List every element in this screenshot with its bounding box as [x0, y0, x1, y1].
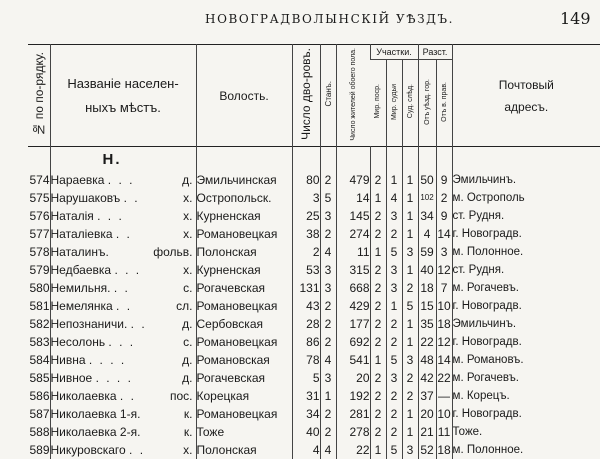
uezd-distance: 4: [418, 225, 436, 243]
uezd-distance: 22: [418, 333, 436, 351]
page-running-title: НОВОГРАДВОЛЫНСКІЙ УѢЗДЪ.: [205, 12, 454, 26]
row-number: 574: [28, 171, 50, 189]
settlement-type: х.: [183, 207, 195, 225]
leader-dots: . .: [129, 443, 145, 457]
register-sheet: [28, 44, 600, 424]
population-count: 22: [336, 441, 370, 459]
mir-posr-district: 2: [370, 369, 386, 387]
postal-address: м. Острополь: [452, 189, 600, 207]
mir-posr-district: 2: [370, 333, 386, 351]
stan-number: 5: [320, 189, 336, 207]
sud-sled-district: 2: [402, 279, 418, 297]
population-count: 20: [336, 369, 370, 387]
col-households-header: Число дво-ровъ.: [292, 45, 320, 147]
mir-posr-district: 2: [370, 405, 386, 423]
settlement-name: [50, 423, 196, 441]
sud-sled-district: 1: [402, 333, 418, 351]
volost-name: Романовецкая: [196, 225, 292, 243]
households-count: 31: [292, 387, 320, 405]
settlement-type: х.: [183, 225, 195, 243]
population-count: 278: [336, 423, 370, 441]
stan-number: 3: [320, 207, 336, 225]
stan-number: 1: [320, 387, 336, 405]
settlement-type: к.: [184, 405, 196, 423]
row-number: 575: [28, 189, 50, 207]
households-count: 25: [292, 207, 320, 225]
stan-number: 2: [320, 405, 336, 423]
table-row: [28, 351, 600, 369]
col-mir-sud-header: Мир. судьи: [386, 60, 402, 147]
leader-dots: . .: [116, 299, 132, 313]
volost-name: Романовецкая: [196, 297, 292, 315]
population-count: 541: [336, 351, 370, 369]
settlement-name-text: Николаевка: [51, 389, 117, 403]
mir-posr-district: 2: [370, 207, 386, 225]
table-row: [28, 207, 600, 225]
mir-sud-district: 5: [386, 441, 402, 459]
stan-number: 4: [320, 441, 336, 459]
sud-sled-district: 2: [402, 387, 418, 405]
row-number: 577: [28, 225, 50, 243]
sud-sled-district: 1: [402, 171, 418, 189]
settlement-name: [50, 387, 196, 405]
table-row: [28, 333, 600, 351]
settlement-name: [50, 189, 196, 207]
households-count: 28: [292, 315, 320, 333]
settlement-name-text: Недбаевка: [51, 263, 112, 277]
volost-distance: 12: [436, 261, 452, 279]
volost-name: Рогачевская: [196, 369, 292, 387]
mir-posr-district: 2: [370, 387, 386, 405]
mir-posr-district: 1: [370, 243, 386, 261]
settlement-name: [50, 279, 196, 297]
row-number: 581: [28, 297, 50, 315]
table-row: [28, 261, 600, 279]
households-count: 38: [292, 225, 320, 243]
col-volost-header: Волость.: [196, 45, 292, 147]
households-count: 78: [292, 351, 320, 369]
uezd-distance: 37: [418, 387, 436, 405]
settlement-name: [50, 297, 196, 315]
settlement-name: [50, 333, 196, 351]
stan-number: 2: [320, 315, 336, 333]
settlement-name: [50, 405, 196, 423]
mir-sud-district: 5: [386, 243, 402, 261]
postal-address: г. Новоградв.: [452, 333, 600, 351]
volost-distance: 10: [436, 297, 452, 315]
settlement-name-text: Несолонь: [51, 335, 106, 349]
mir-sud-district: 4: [386, 189, 402, 207]
mir-sud-district: 3: [386, 279, 402, 297]
row-number: 578: [28, 243, 50, 261]
postal-address: м. Полонное.: [452, 243, 600, 261]
population-count: 668: [336, 279, 370, 297]
mir-sud-district: 1: [386, 297, 402, 315]
settlement-name: [50, 351, 196, 369]
uezd-distance: 102: [418, 189, 436, 207]
uezd-distance: 21: [418, 423, 436, 441]
leader-dots: . . .: [114, 263, 141, 277]
settlement-name-text: Наталія: [51, 209, 94, 223]
table-body: [28, 147, 600, 459]
table-row: [28, 387, 600, 405]
mir-posr-district: 1: [370, 441, 386, 459]
volost-distance: 14: [436, 225, 452, 243]
population-count: 145: [336, 207, 370, 225]
settlement-name-text: Нивное: [51, 371, 93, 385]
settlement-name: [50, 207, 196, 225]
sud-sled-district: 2: [402, 369, 418, 387]
volost-distance: 2: [436, 189, 452, 207]
row-number: 585: [28, 369, 50, 387]
uezd-distance: 15: [418, 297, 436, 315]
uezd-distance: 52: [418, 441, 436, 459]
postal-address: г. Новоградв.: [452, 297, 600, 315]
settlement-type: сл.: [176, 297, 195, 315]
sud-sled-district: 1: [402, 189, 418, 207]
section-row: [28, 147, 600, 172]
volost-name: Полонская: [196, 441, 292, 459]
sud-sled-district: 1: [402, 225, 418, 243]
settlement-type: д.: [182, 351, 195, 369]
households-count: 3: [292, 189, 320, 207]
mir-sud-district: 1: [386, 171, 402, 189]
volost-name: Курненская: [196, 207, 292, 225]
households-count: 40: [292, 423, 320, 441]
postal-address: м. Корецъ.: [452, 387, 600, 405]
uezd-distance: 59: [418, 243, 436, 261]
postal-address: м. Рогачевъ.: [452, 369, 600, 387]
volost-name: Сербовская: [196, 315, 292, 333]
settlement-type: с.: [183, 333, 195, 351]
settlement-name: [50, 315, 196, 333]
mir-posr-district: 1: [370, 351, 386, 369]
row-number: 588: [28, 423, 50, 441]
col-volost-distance-header: Отъ в. прав.: [436, 60, 452, 147]
uezd-distance: 35: [418, 315, 436, 333]
col-number-header: № по по-рядку.: [28, 45, 50, 147]
volost-distance: 12: [436, 333, 452, 351]
row-number: 584: [28, 351, 50, 369]
volost-distance: 9: [436, 207, 452, 225]
leader-dots: . . . .: [89, 353, 126, 367]
uezd-distance: 42: [418, 369, 436, 387]
volost-name: Тоже: [196, 423, 292, 441]
settlement-name-text: Немильня.: [51, 281, 111, 295]
population-count: 192: [336, 387, 370, 405]
households-count: 5: [292, 369, 320, 387]
mir-sud-district: 3: [386, 369, 402, 387]
leader-dots: . . . .: [96, 371, 133, 385]
stan-number: 4: [320, 243, 336, 261]
leader-dots: . .: [120, 389, 136, 403]
sud-sled-district: 1: [402, 423, 418, 441]
settlement-name-text: Непознаничи.: [51, 317, 128, 331]
uezd-distance: 20: [418, 405, 436, 423]
leader-dots: . . .: [108, 173, 135, 187]
mir-sud-district: 3: [386, 207, 402, 225]
settlement-type: с.: [183, 279, 195, 297]
table-row: [28, 369, 600, 387]
leader-dots: . . .: [108, 335, 135, 349]
sud-sled-district: 1: [402, 315, 418, 333]
postal-address: Эмильчинъ.: [452, 171, 600, 189]
volost-distance: 9: [436, 171, 452, 189]
table-row: [28, 405, 600, 423]
stan-number: 3: [320, 279, 336, 297]
settlement-name: [50, 225, 196, 243]
col-postal-header: Почтовый адресъ.: [452, 45, 600, 147]
col-stan-header: Станъ.: [320, 45, 336, 147]
postal-address: г. Новоградв.: [452, 405, 600, 423]
mir-posr-district: 2: [370, 297, 386, 315]
mir-sud-district: 2: [386, 405, 402, 423]
table-row: [28, 315, 600, 333]
population-count: 692: [336, 333, 370, 351]
settlement-name: [50, 369, 196, 387]
settlement-name-text: Нарушаковъ: [51, 191, 121, 205]
volost-distance: —: [436, 387, 452, 405]
table-header: [28, 45, 600, 147]
settlement-type: пос.: [170, 387, 196, 405]
settlement-type: д.: [182, 171, 195, 189]
households-count: 4: [292, 441, 320, 459]
settlement-name-text: Никуровскаго: [51, 443, 126, 457]
uezd-distance: 50: [418, 171, 436, 189]
mir-posr-district: 1: [370, 189, 386, 207]
stan-number: 4: [320, 351, 336, 369]
leader-dots: . .: [131, 317, 147, 331]
volost-name: Романовская: [196, 351, 292, 369]
volost-distance: 18: [436, 441, 452, 459]
uezd-distance: 40: [418, 261, 436, 279]
row-number: 582: [28, 315, 50, 333]
col-group-uchastki: Участки.: [370, 45, 418, 60]
stan-number: 2: [320, 333, 336, 351]
table-row: [28, 225, 600, 243]
page-number: 149: [560, 9, 591, 28]
settlement-name: [50, 441, 196, 459]
postal-address: м. Романовъ.: [452, 351, 600, 369]
households-count: 53: [292, 261, 320, 279]
uezd-distance: 34: [418, 207, 436, 225]
table-row: [28, 297, 600, 315]
postal-address: ст. Рудня.: [452, 261, 600, 279]
table-row: [28, 279, 600, 297]
row-number: 576: [28, 207, 50, 225]
volost-distance: 10: [436, 405, 452, 423]
leader-dots: . . .: [97, 209, 124, 223]
settlement-name-text: Нараевка: [51, 173, 105, 187]
page-header: [0, 8, 600, 30]
volost-name: Полонская: [196, 243, 292, 261]
row-number: 589: [28, 441, 50, 459]
settlement-name-text: Нивна: [51, 353, 86, 367]
row-number: 579: [28, 261, 50, 279]
volost-distance: 14: [436, 351, 452, 369]
mir-sud-district: 2: [386, 225, 402, 243]
postal-address: м. Полонное.: [452, 441, 600, 459]
mir-posr-district: 2: [370, 315, 386, 333]
settlement-name: [50, 261, 196, 279]
volost-distance: 22: [436, 369, 452, 387]
population-count: 177: [336, 315, 370, 333]
volost-name: Корецкая: [196, 387, 292, 405]
table-row: [28, 189, 600, 207]
table-row: [28, 243, 600, 261]
mir-sud-district: 2: [386, 315, 402, 333]
settlement-name: [50, 243, 196, 261]
postal-address: ст. Рудня.: [452, 207, 600, 225]
volost-name: Эмильчинская: [196, 171, 292, 189]
uezd-distance: 48: [418, 351, 436, 369]
row-number: 583: [28, 333, 50, 351]
stan-number: 3: [320, 261, 336, 279]
table-row: [28, 441, 600, 459]
stan-number: 2: [320, 225, 336, 243]
postal-address: Тоже.: [452, 423, 600, 441]
settlement-name-text: Николаевка 2-я.: [51, 425, 141, 439]
settlement-name-text: Немелянка: [51, 299, 113, 313]
settlement-type: д.: [182, 315, 195, 333]
mir-posr-district: 2: [370, 171, 386, 189]
mir-sud-district: 5: [386, 351, 402, 369]
settlement-name: [50, 171, 196, 189]
settlement-name-text: Николаевка 1-я.: [51, 407, 141, 421]
stan-number: 2: [320, 171, 336, 189]
volost-name: Курненская: [196, 261, 292, 279]
stan-number: 2: [320, 297, 336, 315]
volost-distance: 11: [436, 423, 452, 441]
settlement-type: д.: [182, 369, 195, 387]
leader-dots: . .: [124, 191, 140, 205]
households-count: 34: [292, 405, 320, 423]
section-letter: Н.: [50, 147, 196, 172]
households-count: 86: [292, 333, 320, 351]
mir-sud-district: 2: [386, 333, 402, 351]
settlement-name-text: Наталинъ.: [51, 245, 109, 259]
postal-address: м. Рогачевъ.: [452, 279, 600, 297]
table-row: [28, 171, 600, 189]
settlement-type: х.: [183, 441, 195, 459]
mir-sud-district: 2: [386, 423, 402, 441]
stan-number: 3: [320, 369, 336, 387]
mir-posr-district: 2: [370, 261, 386, 279]
row-number: 580: [28, 279, 50, 297]
leader-dots: . .: [116, 227, 132, 241]
population-count: 11: [336, 243, 370, 261]
households-count: 43: [292, 297, 320, 315]
row-number: 587: [28, 405, 50, 423]
settlement-register-table: [28, 44, 600, 459]
sud-sled-district: 3: [402, 351, 418, 369]
settlement-type: к.: [184, 423, 196, 441]
col-name-header: Названіе населен- ныхъ мѣстъ.: [50, 45, 196, 147]
settlement-type: х.: [183, 261, 195, 279]
volost-distance: 18: [436, 315, 452, 333]
stan-number: 2: [320, 423, 336, 441]
sud-sled-district: 1: [402, 207, 418, 225]
sud-sled-district: 3: [402, 441, 418, 459]
population-count: 14: [336, 189, 370, 207]
settlement-type: х.: [183, 189, 195, 207]
mir-sud-district: 2: [386, 387, 402, 405]
volost-distance: 3: [436, 243, 452, 261]
households-count: 80: [292, 171, 320, 189]
sud-sled-district: 1: [402, 405, 418, 423]
mir-posr-district: 2: [370, 225, 386, 243]
households-count: 131: [292, 279, 320, 297]
col-mir-posr-header: Мир. поср.: [370, 60, 386, 147]
table-row: [28, 423, 600, 441]
col-group-rasst: Разст.: [418, 45, 452, 60]
row-number: 586: [28, 387, 50, 405]
volost-name: Остропольск.: [196, 189, 292, 207]
postal-address: Эмильчинъ.: [452, 315, 600, 333]
population-count: 479: [336, 171, 370, 189]
postal-address: г. Новоградв.: [452, 225, 600, 243]
settlement-type: фольв.: [153, 243, 195, 261]
col-sud-sled-header: Суд. слѣд.: [402, 60, 418, 147]
col-population-header: Число жителей обоего пола.: [336, 45, 370, 147]
col-uezd-distance-header: Отъ уѣзд. гор.: [418, 60, 436, 147]
population-count: 429: [336, 297, 370, 315]
mir-posr-district: 2: [370, 279, 386, 297]
mir-posr-district: 2: [370, 423, 386, 441]
volost-name: Романовецкая: [196, 333, 292, 351]
households-count: 2: [292, 243, 320, 261]
volost-distance: 7: [436, 279, 452, 297]
sud-sled-district: 3: [402, 243, 418, 261]
sud-sled-district: 5: [402, 297, 418, 315]
population-count: 315: [336, 261, 370, 279]
uezd-distance: 18: [418, 279, 436, 297]
population-count: 274: [336, 225, 370, 243]
leader-dots: . .: [114, 281, 130, 295]
mir-sud-district: 3: [386, 261, 402, 279]
volost-name: Романовецкая: [196, 405, 292, 423]
sud-sled-district: 1: [402, 261, 418, 279]
volost-name: Рогачевская: [196, 279, 292, 297]
settlement-name-text: Наталіевка: [51, 227, 113, 241]
population-count: 281: [336, 405, 370, 423]
